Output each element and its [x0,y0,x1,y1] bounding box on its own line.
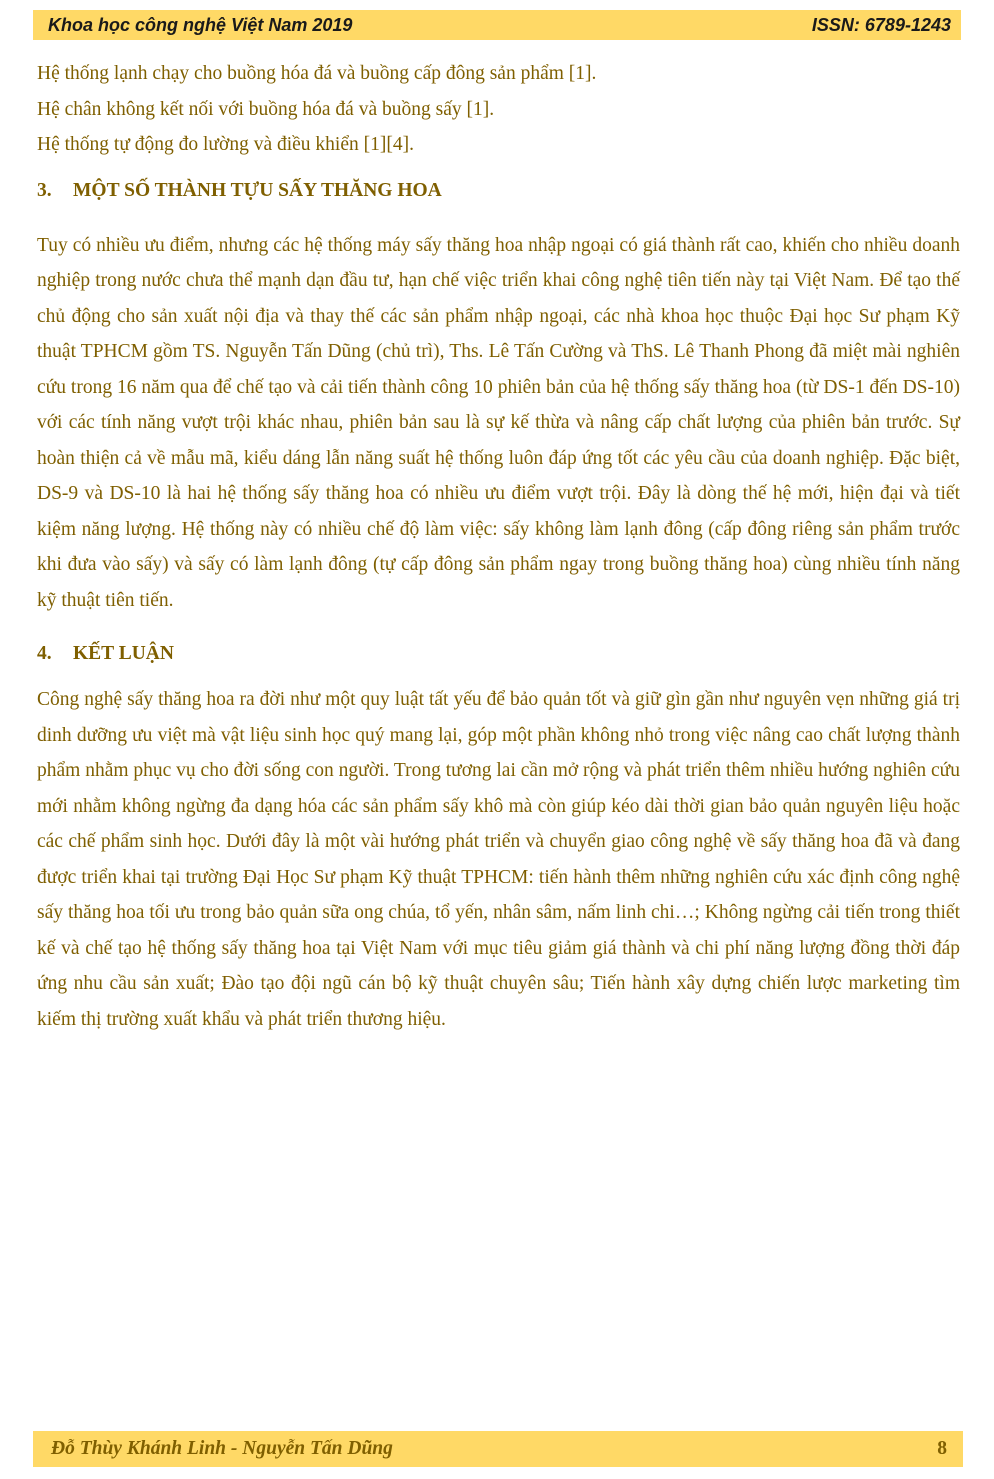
section-4-heading [37,638,960,670]
intro-line: Hệ chân không kết nối với buồng hóa đá và buồng sấy [1]. [37,98,495,120]
section-3-body: Tuy có nhiều ưu điểm, nhưng các hệ thống máy sấy thăng hoa nhập ngoại có giá thành rất cao, khiến cho nhiều doanh nghiệp trong nước chưa thể mạnh dạn đầu tư, hạn chế việc triển khai công nghệ tiên tiến này tại Việt Nam. Để tạo thế chủ động cho sản xuất nội địa và thay thế các sản phẩm nhập ngoại, các nhà khoa học thuộc Đại học Sư phạm Kỹ thuật TPHCM gồm TS. Nguyễn Tấn Dũng (chủ trì), Ths. Lê Tấn Cường và ThS. Lê Thanh Phong đã miệt mài nghiên cứu trong 16 năm qua để chế tạo và cải tiến thành công 10 phiên bản của hệ thống sấy thăng hoa (từ DS-1 đến DS-10) với các tính năng vượt trội khác nhau, phiên bản sau là sự kế thừa và nâng cấp chất lượng của phiên bản trước. Sự hoàn thiện cả về mẫu mã, kiểu dáng lẫn năng suất hệ thống luôn đáp ứng tốt các yêu cầu của doanh nghiệp. Đặc biệt, DS-9 và DS-10 là hai hệ thống sấy thăng hoa có nhiều ưu điểm vượt trội. Đây là dòng thế hệ mới, hiện đại và tiết kiệm năng lượng. Hệ thống này có nhiều chế độ làm việc: sấy không làm lạnh đông (cấp đông riêng sản phẩm trước khi đưa vào sấy) và sấy có làm lạnh đông (tự cấp đông sản phẩm ngay trong buồng thăng hoa) cùng nhiều tính năng kỹ thuật tiên tiến. [37,234,960,611]
footer-authors: Đỗ Thùy Khánh Linh - Nguyễn Tấn Dũng [51,1438,393,1459]
page-footer [33,1431,963,1467]
section-3-title: MỘT SỐ THÀNH TỰU SẤY THĂNG HOA [73,179,442,201]
intro-line: Hệ thống lạnh chạy cho buồng hóa đá và buồng cấp đông sản phẩm [1]. [37,63,597,84]
journal-title: Khoa học công nghệ Việt Nam 2019 [48,14,353,35]
section-3-number: 3. [37,179,52,201]
section-4-title: KẾT LUẬN [73,643,174,664]
page-header [33,10,961,40]
section-4-number: 4. [37,643,52,664]
page-number: 8 [937,1438,947,1459]
section-3-heading [37,175,960,207]
page-content [37,56,960,1037]
intro-line: Hệ thống tự động đo lường và điều khiển [1][4]. [37,134,414,155]
issn-label: ISSN: 6789-1243 [811,14,951,35]
section-4-body: Công nghệ sấy thăng hoa ra đời như một quy luật tất yếu để bảo quản tốt và giữ gìn gần như nguyên vẹn những giá trị dinh dưỡng ưu việt mà vật liệu sinh học quý mang lại, góp một phần không nhỏ trong việc nâng cao chất lượng thành phẩm nhằm phục vụ cho đời sống con người. Trong tương lai cần mở rộng và phát triển thêm nhiều hướng nghiên cứu mới nhằm không ngừng đa dạng hóa các sản phẩm sấy khô mà còn giúp kéo dài thời gian bảo quản nguyên liệu hoặc các chế phẩm sinh học. Dưới đây là một vài hướng phát triển và chuyển giao công nghệ về sấy thăng hoa đã và đang được triển khai tại trường Đại Học Sư phạm Kỹ thuật TPHCM: tiến hành thêm những nghiên cứu xác định công nghệ sấy thăng hoa tối ưu trong bảo quản sữa ong chúa, tổ yến, nhân sâm, nấm linh chi…; Không ngừng cải tiến trong thiết kế và chế tạo hệ thống sấy thăng hoa tại Việt Nam với mục tiêu giảm giá thành và chi phí năng lượng đồng thời đáp ứng nhu cầu sản xuất; Đào tạo đội ngũ cán bộ kỹ thuật chuyên sâu; Tiến hành xây dựng chiến lược marketing tìm kiếm thị trường xuất khẩu và phát triển thương hiệu. [37,689,960,1030]
